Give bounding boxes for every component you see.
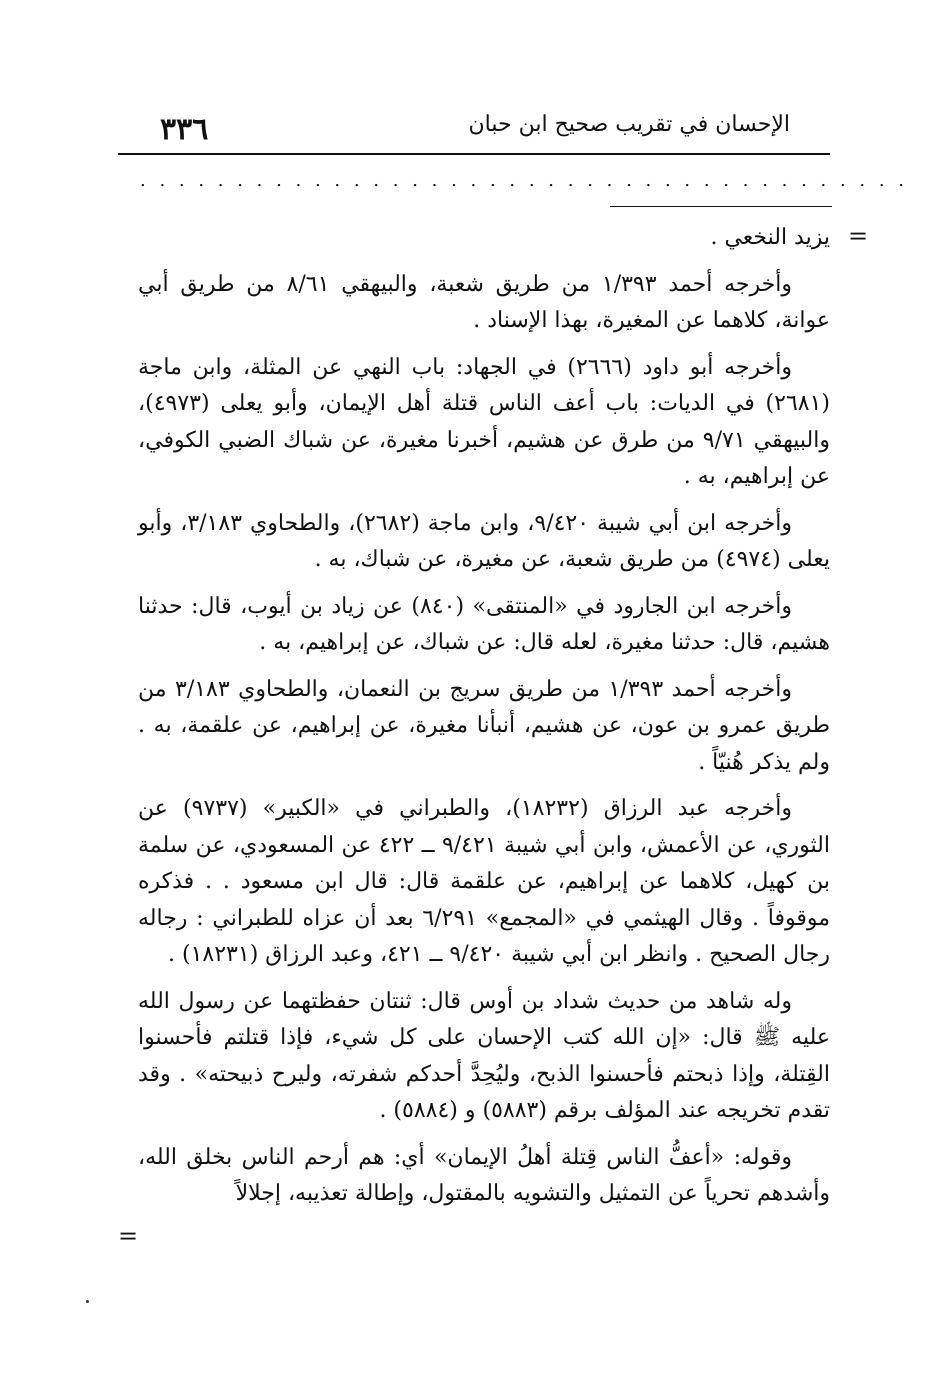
continuation-mark-bottom: = [118,1222,139,1250]
paragraph: وقوله: «أعفُّ الناس قِتلة أهلُ الإيمان» أي: هم أرحم الناس بخلق الله، وأشدهم تحرياً عن التمثيل والتشويه بالمقتول، وإطالة تعذيبه، إجلالاً [138,1144,830,1206]
header-rule [118,153,830,155]
paragraph: وأخرجه ابن الجارود في «المنتقى» (٨٤٠) عن زياد بن أيوب، قال: حدثنا هشيم، قال: حدثنا مغيرة، لعله قال: عن شباك، عن إبراهيم، به . [138,593,830,655]
scan-speck [86,1300,89,1303]
continuation-mark-top: = [848,222,869,250]
paragraph: وأخرجه أحمد ١/٣٩٣ من طريق شعبة، والبيهقي ٨/٦١ من طريق أبي عوانة، كلاهما عن المغيرة، بهذا الإسناد . [138,271,830,333]
paragraph: وأخرجه أحمد ١/٣٩٣ من طريق سريج بن النعمان، والطحاوي ٣/١٨٣ من طريق عمرو بن عون، عن هشيم، أنبأنا مغيرة، عن إبراهيم، عن علقمة، به . ولم يذكر هُنيّاً . [138,676,830,775]
footnote-separator-rule [610,206,832,207]
body-text [138,220,830,1223]
paragraph: يزيد النخعي . [710,225,830,250]
paragraph: وله شاهد من حديث شداد بن أوس قال: ثنتان حفظتهما عن رسول الله عليه ﷺ قال: «إن الله كتب الإحسان على كل شيء، فإذا قتلتم فأحسنوا القِتلة، وإذا ذبحتم فأحسنوا الذبح، وليُحِدَّ أحدكم شفرته، وليرح ذبيحته» . وقد تقدم تخريجه عند المؤلف برقم (٥٨٨٣) و (٥٨٨٤) . [138,988,830,1123]
page-number: ٣٣٦ [160,112,209,147]
dot-leader: . . . . . . . . . . . . . . . . . . . . . . . . . . . . . . . . . . . . . . . . [140,170,909,191]
running-title: الإحسان في تقريب صحيح ابن حبان [468,112,790,137]
paragraph: وأخرجه عبد الرزاق (١٨٢٣٢)، والطبراني في «الكبير» (٩٧٣٧) عن الثوري، عن الأعمش، وابن أبي شيبة ٩/٤٢١ ــ ٤٢٢ عن المسعودي، عن سلمة بن كهيل، كلاهما عن إبراهيم، عن علقمة قال: قال ابن مسعود . . فذكره موقوفاً . وقال الهيثمي في «المجمع» ٦/٢٩١ بعد أن عزاه للطبراني : رجاله رجال الصحيح . وانظر ابن أبي شيبة ٩/٤٢٠ ــ ٤٢١، وعبد الرزاق (١٨٢٣١) . [138,796,830,967]
paragraph: وأخرجه ابن أبي شيبة ٩/٤٢٠، وابن ماجة (٢٦٨٢)، والطحاوي ٣/١٨٣، وأبو يعلى (٤٩٧٤) من طريق شعبة، عن مغيرة، عن شباك، به . [138,510,830,572]
paragraph: وأخرجه أبو داود (٢٦٦٦) في الجهاد: باب النهي عن المثلة، وابن ماجة (٢٦٨١) في الديات: باب أعف الناس قتلة أهل الإيمان، وأبو يعلى (٤٩٧٣)، والبيهقي ٩/٧١ من طرق عن هشيم، أخبرنا مغيرة، عن شباك الضبي الكوفي، عن إبراهيم، به . [138,354,830,489]
